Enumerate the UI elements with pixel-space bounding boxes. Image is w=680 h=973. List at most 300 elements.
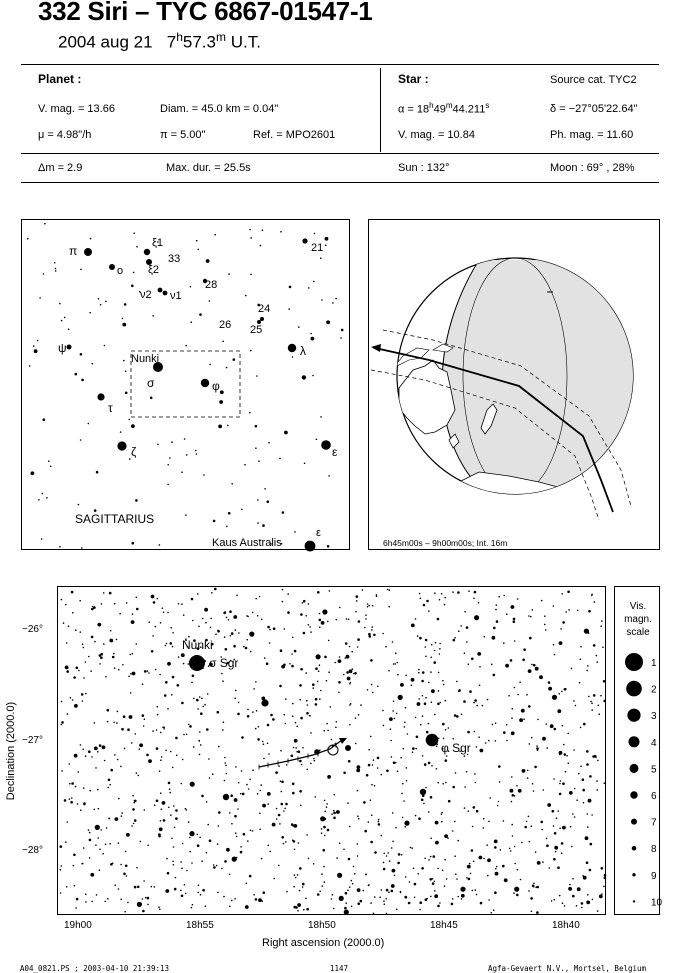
background-star <box>279 823 281 825</box>
background-star <box>299 790 302 793</box>
background-star <box>386 889 389 892</box>
background-star <box>276 818 278 820</box>
background-star <box>445 729 447 731</box>
background-star <box>332 894 334 896</box>
background-star <box>422 755 424 757</box>
background-star <box>388 891 390 893</box>
background-star <box>393 701 395 703</box>
legend-mag-dot <box>630 764 639 773</box>
background-star <box>91 901 93 903</box>
background-star <box>425 656 427 658</box>
background-star <box>252 769 254 771</box>
background-star <box>92 363 94 365</box>
background-star <box>206 728 209 731</box>
background-star <box>386 913 388 915</box>
background-star <box>345 902 347 904</box>
background-star <box>575 705 577 707</box>
background-star <box>90 238 92 240</box>
background-star <box>443 684 445 686</box>
background-star <box>444 834 448 838</box>
background-star <box>218 425 222 429</box>
background-star <box>478 736 480 738</box>
background-star <box>175 737 178 740</box>
background-star <box>443 738 445 740</box>
background-star <box>100 829 102 831</box>
background-star <box>98 808 100 810</box>
background-star <box>85 893 87 895</box>
background-star <box>327 621 329 623</box>
table-bottom-rule <box>21 182 659 183</box>
background-star <box>167 484 169 486</box>
background-star <box>562 782 565 785</box>
background-star <box>234 898 236 900</box>
background-star <box>506 613 508 615</box>
background-star <box>597 760 599 762</box>
background-star <box>89 790 91 792</box>
background-star <box>226 526 228 528</box>
background-star <box>166 643 168 645</box>
background-star <box>217 843 219 845</box>
background-star <box>434 714 436 716</box>
background-star <box>572 878 574 880</box>
background-star <box>44 223 46 225</box>
background-star <box>319 619 322 622</box>
background-star <box>409 881 411 883</box>
background-star <box>391 756 393 758</box>
background-star <box>95 767 97 769</box>
background-star <box>591 814 593 816</box>
background-star <box>377 757 380 760</box>
background-star <box>503 731 506 734</box>
background-star <box>76 667 79 670</box>
background-star <box>529 841 531 843</box>
background-star <box>318 670 320 672</box>
background-star <box>178 656 180 658</box>
background-star <box>165 645 167 647</box>
label-epsilon-2: ε <box>316 527 321 539</box>
background-star <box>125 851 127 853</box>
x-axis-label: Right ascension (2000.0) <box>262 937 385 949</box>
background-star <box>550 724 554 728</box>
background-star <box>97 623 101 627</box>
background-star <box>472 826 474 828</box>
background-star <box>247 709 249 711</box>
background-star <box>415 748 417 750</box>
background-star <box>559 895 561 897</box>
background-star <box>542 861 544 863</box>
background-star <box>572 813 574 815</box>
background-star <box>66 642 68 644</box>
background-star <box>536 745 538 747</box>
background-star <box>328 640 330 642</box>
background-star <box>571 846 573 848</box>
background-star <box>273 878 275 880</box>
background-star <box>172 767 174 769</box>
background-star <box>104 760 106 762</box>
background-star <box>530 897 533 900</box>
background-star <box>479 856 483 860</box>
star-kaus-australis <box>305 541 316 552</box>
background-star <box>452 786 455 789</box>
star-xi1-sgr <box>144 249 150 255</box>
star-tau-sgr <box>97 393 104 400</box>
background-star <box>113 722 115 724</box>
background-star <box>321 299 323 301</box>
background-star <box>228 619 230 621</box>
background-star <box>94 722 96 724</box>
background-star <box>535 851 537 853</box>
background-star <box>535 667 539 671</box>
legend-mag-label: 7 <box>651 817 657 829</box>
background-star <box>360 704 362 706</box>
background-star <box>349 724 351 726</box>
background-star <box>383 862 385 864</box>
background-star <box>88 750 91 753</box>
background-star <box>430 657 432 659</box>
background-star <box>302 886 304 888</box>
background-star <box>553 825 555 827</box>
legend-mag-dot <box>633 900 635 902</box>
background-star <box>88 656 90 658</box>
background-star <box>190 286 192 288</box>
background-star <box>503 595 505 597</box>
background-star <box>250 651 252 653</box>
background-star <box>299 684 302 687</box>
background-star <box>317 591 320 594</box>
background-star <box>388 606 390 608</box>
background-star <box>388 670 390 672</box>
background-star <box>163 727 165 729</box>
background-star <box>29 365 31 367</box>
background-star <box>152 730 154 732</box>
label-epsilon: ε <box>332 445 338 459</box>
background-star <box>109 639 113 643</box>
background-star <box>396 713 398 715</box>
star-lambda-sgr <box>288 344 296 352</box>
background-star <box>469 690 472 693</box>
background-star <box>514 863 516 865</box>
background-star <box>102 853 104 855</box>
background-star <box>313 281 315 283</box>
background-star <box>165 681 168 684</box>
sun-elongation: Sun : 132° <box>398 162 450 174</box>
background-star <box>510 659 513 662</box>
background-star <box>333 812 336 815</box>
background-star <box>182 843 184 845</box>
background-star <box>168 807 170 809</box>
background-star <box>55 270 57 272</box>
max-duration: Max. dur. = 25.5s <box>166 162 251 174</box>
background-star <box>144 809 146 811</box>
background-star <box>576 905 578 907</box>
background-star <box>365 618 367 620</box>
background-star <box>316 439 318 441</box>
background-star <box>99 869 101 871</box>
background-star <box>199 731 201 733</box>
background-star <box>428 762 431 765</box>
background-star <box>604 782 606 784</box>
background-star <box>157 444 159 446</box>
legend-title-1: Vis. <box>629 601 647 612</box>
background-star <box>214 588 217 591</box>
background-star <box>480 749 484 753</box>
background-star <box>548 681 551 684</box>
background-star <box>336 857 338 859</box>
background-star <box>174 827 176 829</box>
background-star <box>378 819 380 821</box>
background-star <box>363 801 366 804</box>
background-star <box>260 784 262 786</box>
background-star <box>244 464 246 466</box>
background-star <box>411 685 413 687</box>
background-star <box>514 846 516 848</box>
background-star <box>554 654 556 656</box>
background-star <box>117 759 119 761</box>
background-star <box>272 718 275 721</box>
background-star <box>398 853 401 856</box>
background-star <box>354 672 357 675</box>
background-star <box>357 790 359 792</box>
background-star <box>541 829 543 831</box>
background-star <box>562 902 564 904</box>
background-star <box>343 674 345 676</box>
background-star <box>140 841 142 843</box>
background-star <box>546 747 548 749</box>
background-star <box>470 873 472 875</box>
background-star <box>75 373 78 376</box>
background-star <box>109 592 112 595</box>
background-star <box>121 815 123 817</box>
background-star <box>301 764 303 766</box>
background-star <box>191 598 194 601</box>
background-star <box>319 664 321 666</box>
background-star <box>475 889 477 891</box>
table-mid-rule <box>21 153 659 154</box>
background-star <box>267 803 269 805</box>
background-star <box>368 633 371 636</box>
background-star <box>559 641 563 645</box>
background-star <box>105 676 107 678</box>
background-star <box>241 509 243 511</box>
legend-title-2: magn. <box>624 614 652 625</box>
background-star <box>346 618 348 620</box>
background-star <box>439 648 441 650</box>
background-star <box>295 747 297 749</box>
star-epsilon-sgr <box>321 440 331 450</box>
background-star <box>373 759 375 761</box>
background-star <box>577 610 579 612</box>
background-star <box>461 898 463 900</box>
background-star <box>367 689 369 691</box>
background-star <box>247 715 250 718</box>
background-star <box>430 838 432 840</box>
background-star <box>321 621 325 625</box>
background-star <box>433 855 436 858</box>
legend-mag-label: 8 <box>651 844 657 856</box>
background-star <box>257 793 259 795</box>
background-star <box>39 297 41 299</box>
background-star <box>105 844 107 846</box>
background-star <box>513 618 516 621</box>
background-star <box>456 681 458 683</box>
background-star <box>284 714 286 716</box>
background-star <box>557 709 561 713</box>
background-star <box>121 728 124 731</box>
background-star <box>120 864 122 866</box>
star-24-sgr <box>260 317 264 321</box>
background-star <box>592 899 594 901</box>
delta-mag: Δm = 2.9 <box>38 162 83 174</box>
background-star <box>33 345 35 347</box>
finder-chart-svg <box>22 220 351 551</box>
background-star <box>436 746 438 748</box>
background-star <box>553 778 555 780</box>
background-star <box>69 783 71 785</box>
background-star <box>355 611 357 613</box>
background-star <box>581 902 584 905</box>
background-star <box>191 682 193 684</box>
background-star <box>346 671 349 674</box>
background-star <box>344 657 346 659</box>
globe-svg <box>369 220 661 551</box>
background-star <box>494 891 497 894</box>
background-star <box>122 323 126 327</box>
background-star <box>568 762 570 764</box>
background-star <box>496 866 498 868</box>
background-star <box>250 350 252 352</box>
background-star <box>517 694 519 696</box>
background-star <box>531 664 533 666</box>
background-star <box>396 909 398 911</box>
background-star <box>390 728 392 730</box>
background-star <box>464 611 466 613</box>
background-star <box>457 840 459 842</box>
background-star <box>349 704 351 706</box>
background-star <box>502 865 505 868</box>
label-omicron: o <box>117 265 124 277</box>
background-star <box>186 870 188 872</box>
background-star <box>77 803 79 805</box>
background-star <box>437 703 440 706</box>
background-star <box>496 620 499 623</box>
legend-mag-dot <box>632 846 637 851</box>
background-star <box>588 610 591 613</box>
background-star <box>560 628 562 630</box>
background-star <box>434 894 438 898</box>
background-star <box>127 902 129 904</box>
background-star <box>200 712 203 715</box>
background-star <box>466 771 468 773</box>
background-star <box>441 814 443 816</box>
background-star <box>138 775 140 777</box>
background-star <box>540 821 543 824</box>
background-star <box>224 780 226 782</box>
background-star <box>464 807 466 809</box>
background-star <box>537 719 539 721</box>
background-star <box>102 745 106 749</box>
background-star <box>321 873 323 875</box>
background-star <box>473 806 476 809</box>
background-star <box>81 379 84 382</box>
background-star <box>282 601 284 603</box>
background-star <box>170 627 172 629</box>
background-star <box>38 499 40 501</box>
background-star <box>331 898 333 900</box>
background-star <box>382 710 384 712</box>
background-star <box>503 820 505 822</box>
background-star <box>512 708 514 710</box>
background-star <box>289 286 292 289</box>
background-star <box>372 692 374 694</box>
background-star <box>386 855 388 857</box>
star-bright-4 <box>345 745 351 751</box>
page-title: 332 Siri – TYC 6867-01547-1 <box>38 0 373 26</box>
background-star <box>80 809 82 811</box>
background-star <box>422 671 425 674</box>
legend-mag-label: 2 <box>651 684 657 696</box>
background-star <box>163 728 165 730</box>
background-star <box>321 832 323 834</box>
background-star <box>219 400 223 404</box>
background-star <box>83 802 86 805</box>
background-star <box>581 907 583 909</box>
background-star <box>432 882 435 885</box>
background-star <box>230 635 232 637</box>
background-star <box>448 727 450 729</box>
background-star <box>162 607 164 609</box>
background-star <box>275 771 278 774</box>
background-star <box>54 262 56 264</box>
background-star <box>151 886 153 888</box>
background-star <box>374 785 376 787</box>
background-star <box>159 544 161 546</box>
background-star <box>300 805 302 807</box>
magnitude-legend <box>614 586 663 915</box>
background-star <box>514 640 516 642</box>
background-star <box>445 782 447 784</box>
background-star <box>522 659 525 662</box>
background-star <box>206 801 208 803</box>
background-star <box>439 599 441 601</box>
background-star <box>330 706 332 708</box>
background-star <box>413 868 415 870</box>
background-star <box>353 866 355 868</box>
background-star <box>382 633 384 635</box>
background-star <box>397 862 400 865</box>
background-star <box>37 340 39 342</box>
background-star <box>483 818 485 820</box>
background-star <box>135 499 138 502</box>
background-star <box>495 868 497 870</box>
background-star <box>474 615 479 620</box>
background-star <box>78 771 80 773</box>
background-star <box>395 652 397 654</box>
background-star <box>446 755 448 757</box>
background-star <box>235 766 237 768</box>
background-star <box>563 689 565 691</box>
star-omicron-sgr <box>109 264 115 270</box>
background-star <box>189 837 191 839</box>
background-star <box>528 816 530 818</box>
background-star <box>441 593 443 595</box>
background-star <box>236 857 238 859</box>
background-star <box>191 321 193 323</box>
background-star <box>292 783 295 786</box>
background-star <box>98 298 100 300</box>
background-star <box>291 755 294 758</box>
background-star <box>349 646 351 648</box>
background-star <box>603 886 605 888</box>
